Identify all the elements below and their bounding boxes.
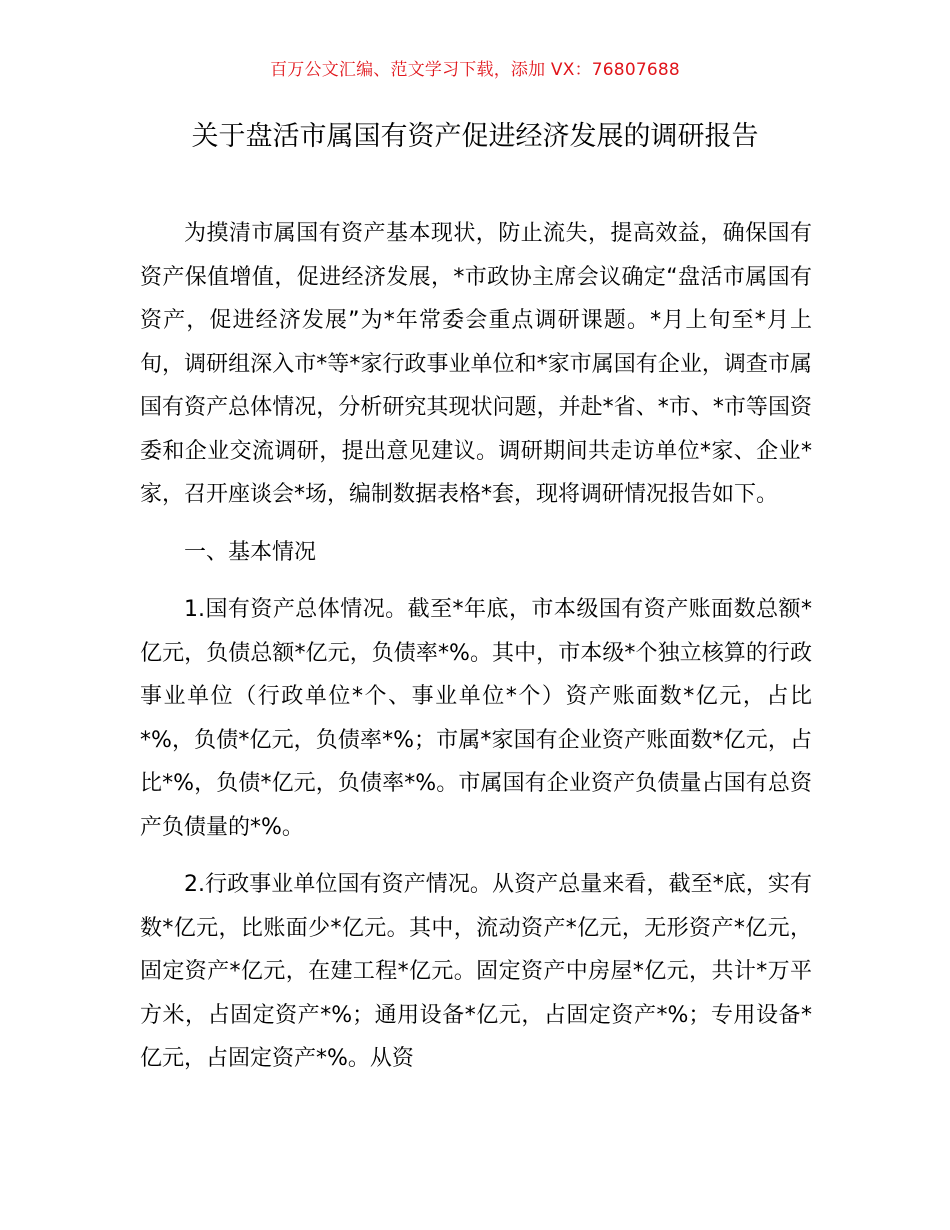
section-heading: 一、基本情况 <box>184 539 317 565</box>
intro-paragraph: 为摸清市属国有资产基本现状，防止流失，提高效益，确保国有资产保值增值，促进经济发展，*市政协主席会议确定“盘活市属国有资产，促进经济发展”为*年常委会重点调研课题。*月上旬至*月上旬，调研组深入市*等*家行政事业单位和*家市属国有企业，调查市属国有资产总体情况，分析研究其现状问题，并赴*省、*市、*市等国资委和企业交流调研，提出意见建议。调研期间共走访单位*家、企业*家，召开座谈会*场，编制数据表格*套，现将调研情况报告如下。 <box>140 221 812 507</box>
document-title: 关于盘活市属国有资产促进经济发展的调研报告 <box>191 121 759 152</box>
paragraph-overall-assets: 1.国有资产总体情况。截至*年底，市本级国有资产账面数总额*亿元，负债总额*亿元，负债率*%。其中，市本级*个独立核算的行政事业单位（行政单位*个、事业单位*个）资产账面数*亿元，占比*%，负债*亿元，负债率*%；市属*家国有企业资产账面数*亿元，占比*%，负债*亿元，负债率*%。市属国有企业资产负债量占国有总资产负债量的*%。 <box>140 597 812 840</box>
watermark-header: 百万公文汇编、范文学习下载，添加 VX：76807688 <box>270 60 680 80</box>
paragraph-admin-assets: 2.行政事业单位国有资产情况。从资产总量来看，截至*底，实有数*亿元，比账面少*亿元。其中，流动资产*亿元，无形资产*亿元，固定资产*亿元，在建工程*亿元。固定资产中房屋*亿元，共计*万平方米，占固定资产*%；通用设备*亿元，占固定资产*%；专用设备*亿元，占固定资产*%。从资 <box>140 872 812 1071</box>
document-body <box>140 212 812 1081</box>
